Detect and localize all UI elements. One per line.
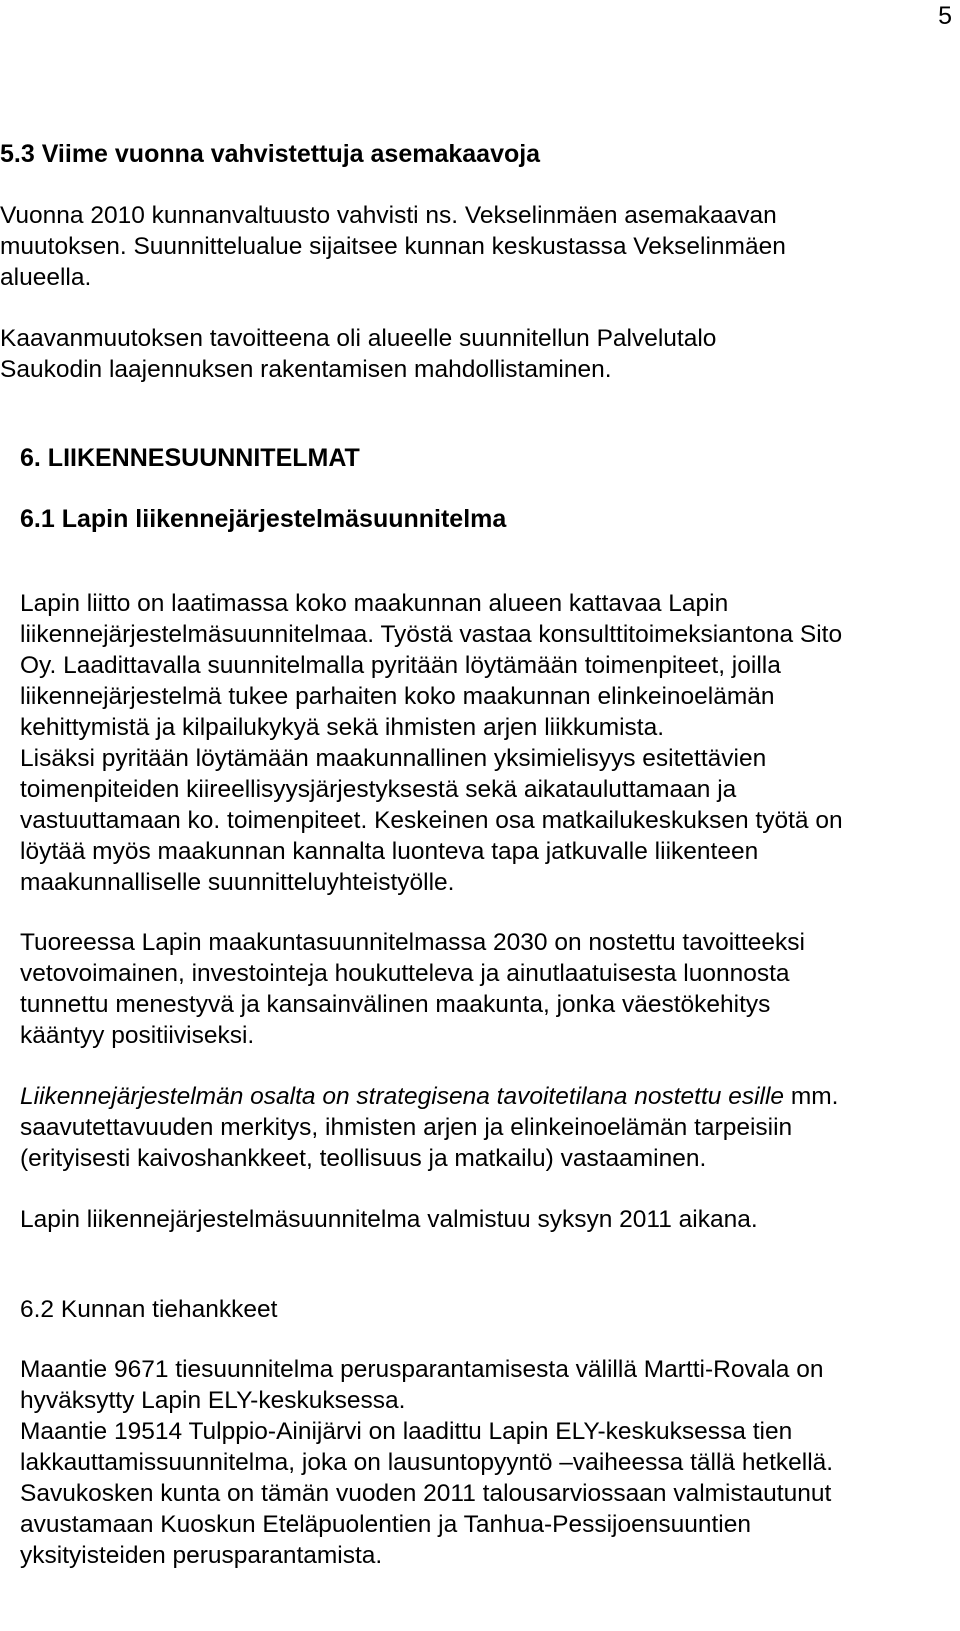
text-line: muutoksen. Suunnittelualue sijaitsee kunnan keskustassa Vekselinmäen: [0, 233, 786, 260]
text-line: Maantie 19514 Tulppio-Ainijärvi on laadittu Lapin ELY-keskuksessa tien: [20, 1418, 793, 1445]
text-line: Lapin liitto on laatimassa koko maakunnan alueen kattavaa Lapin: [20, 590, 729, 617]
text-line: avustamaan Kuoskun Eteläpuolentien ja Tanhua-Pessijoensuuntien: [20, 1511, 751, 1538]
italic-phrase: Liikennejärjestelmän osalta on strategisena tavoitetilana nostettu esille: [20, 1083, 785, 1110]
text-line: yksityisteiden perusparantamista.: [20, 1542, 383, 1569]
text-line: maakunnalliselle suunnitteluyhteistyölle.: [20, 869, 455, 896]
text-line: toimenpiteiden kiireellisyysjärjestyksestä sekä aikatauluttamaan ja: [20, 776, 737, 803]
heading-5-3: 5.3 Viime vuonna vahvistettuja asemakaavoja: [0, 140, 541, 168]
text-line: hyväksytty Lapin ELY-keskuksessa.: [20, 1387, 406, 1414]
heading-6-1: 6.1 Lapin liikennejärjestelmäsuunnitelma: [20, 505, 507, 533]
text-line: Maantie 9671 tiesuunnitelma perusparantamisesta välillä Martti-Rovala on: [20, 1356, 824, 1383]
text-line: Lapin liikennejärjestelmäsuunnitelma valmistuu syksyn 2011 aikana.: [20, 1206, 758, 1233]
text-line: vastuuttamaan ko. toimenpiteet. Keskeinen osa matkailukeskuksen työtä on: [20, 807, 843, 834]
text-line: Lisäksi pyritään löytämään maakunnallinen yksimielisyys esitettävien: [20, 745, 767, 772]
text-line: alueella.: [0, 264, 92, 291]
heading-6-2: 6.2 Kunnan tiehankkeet: [20, 1296, 278, 1323]
text-line: vetovoimainen, investointeja houkutteleva ja ainutlaatuisesta luonnosta: [20, 960, 790, 987]
text-line: Saukodin laajennuksen rakentamisen mahdollistaminen.: [0, 356, 612, 383]
text-line: Savukosken kunta on tämän vuoden 2011 talousarviossaan valmistautunut: [20, 1480, 832, 1507]
text-line: liikennejärjestelmä tukee parhaiten koko maakunnan elinkeinoelämän: [20, 683, 775, 710]
text-line: Oy. Laadittavalla suunnitelmalla pyritään löytämään toimenpiteet, joilla: [20, 652, 781, 679]
text-line: liikennejärjestelmäsuunnitelmaa. Työstä vastaa konsulttitoimeksiantona Sito: [20, 621, 843, 648]
page-number: 5: [938, 2, 952, 30]
text-line: saavutettavuuden merkitys, ihmisten arjen ja elinkeinoelämän tarpeisiin: [20, 1114, 793, 1141]
text-line: Kaavanmuutoksen tavoitteena oli alueelle suunnitellun Palvelutalo: [0, 325, 717, 352]
text-line: Tuoreessa Lapin maakuntasuunnitelmassa 2030 on nostettu tavoitteeksi: [20, 929, 805, 956]
text-line: kääntyy positiiviseksi.: [20, 1022, 255, 1049]
text-line: lakkauttamissuunnitelma, joka on lausuntopyyntö –vaiheessa tällä hetkellä.: [20, 1449, 834, 1476]
text-line: kehittymistä ja kilpailukykyä sekä ihmisten arjen liikkumista.: [20, 714, 665, 741]
text-line: löytää myös maakunnan kannalta luonteva tapa jatkuvalle liikenteen: [20, 838, 759, 865]
text-line: tunnettu menestyvä ja kansainvälinen maakunta, jonka väestökehitys: [20, 991, 771, 1018]
text-line: [20, 1083, 838, 1111]
heading-6: 6. LIIKENNESUUNNITELMAT: [20, 444, 360, 472]
text-line: (erityisesti kaivoshankkeet, teollisuus ja matkailu) vastaaminen.: [20, 1145, 707, 1172]
text-line: Vuonna 2010 kunnanvaltuusto vahvisti ns. Vekselinmäen asemakaavan: [0, 202, 777, 229]
text-span: mm.: [784, 1083, 839, 1110]
